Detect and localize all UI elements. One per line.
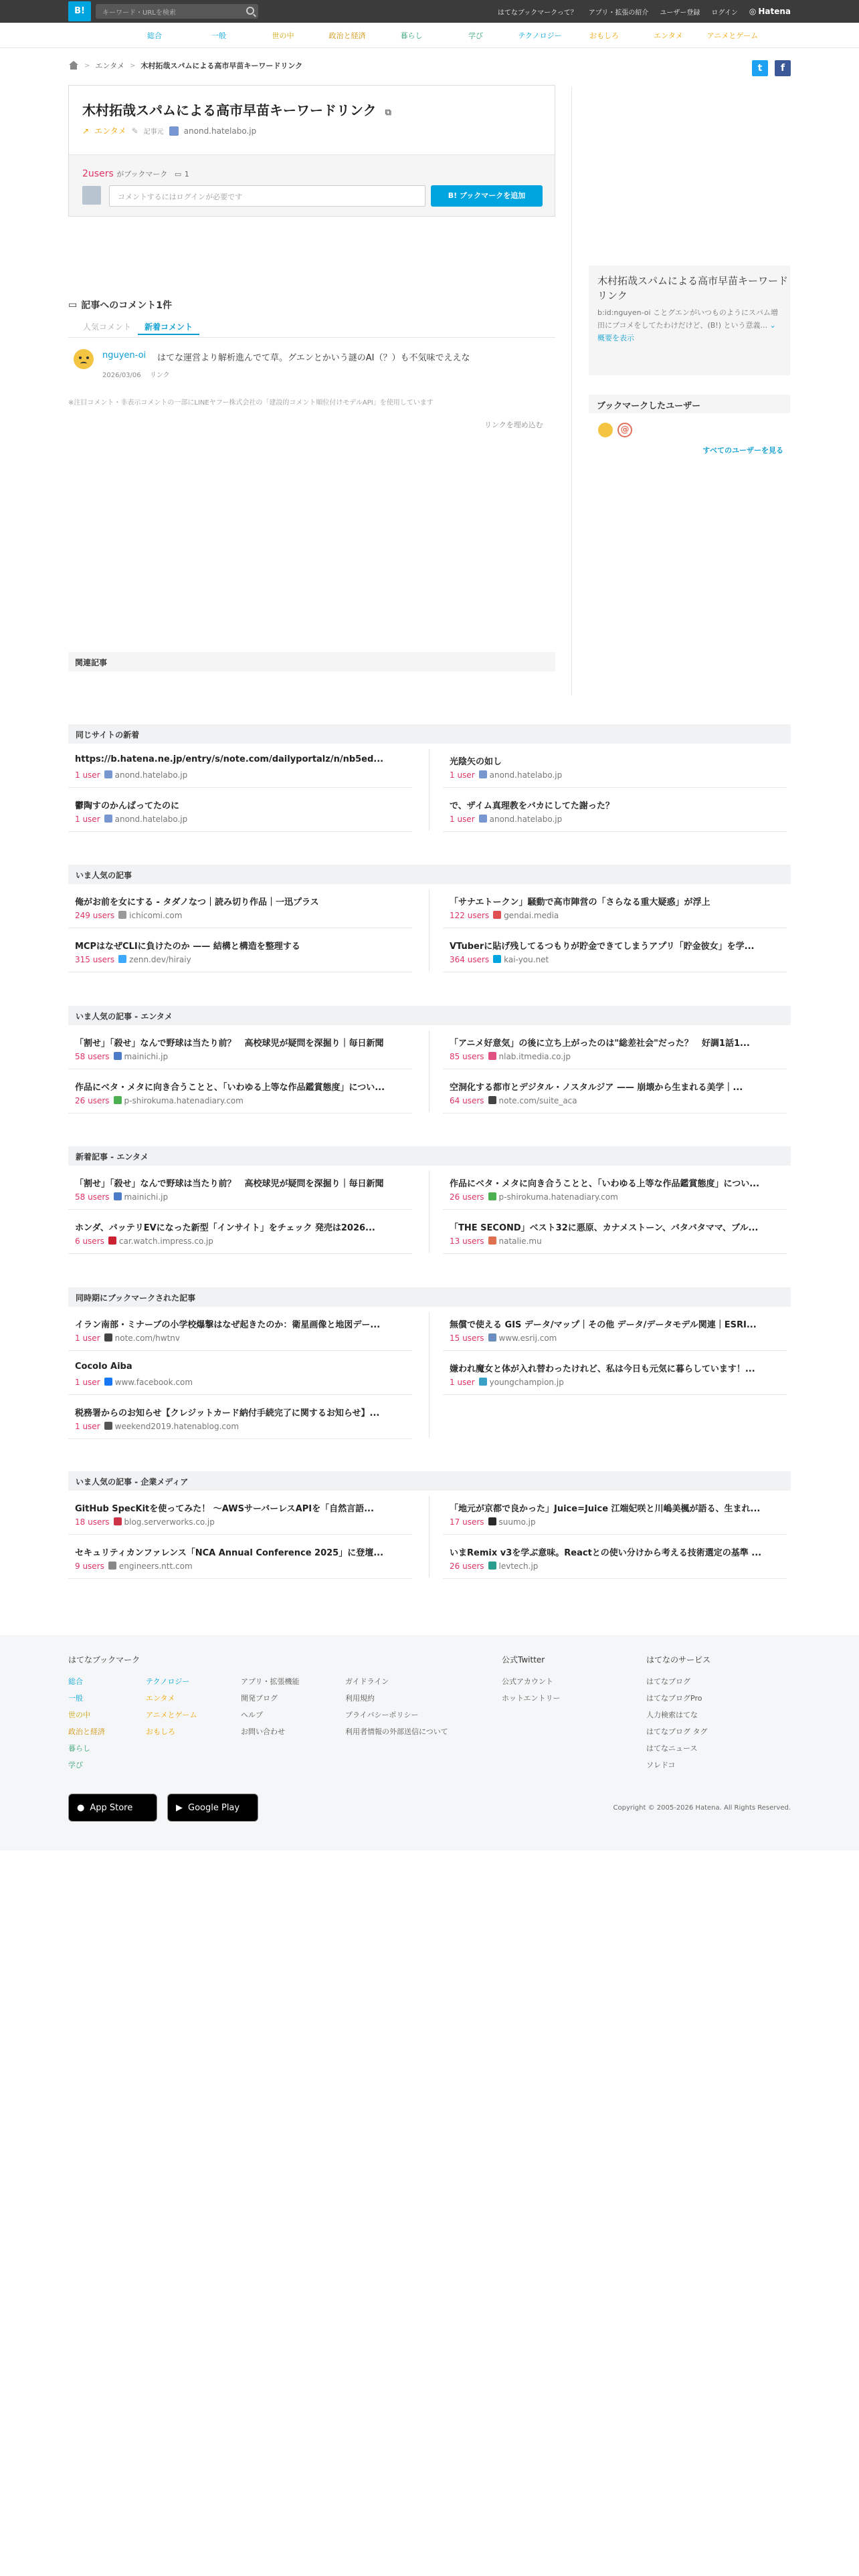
article-domain[interactable]: youngchampion.jp bbox=[489, 1378, 564, 1387]
article-users[interactable]: 64 users bbox=[450, 1096, 484, 1105]
article-item[interactable] bbox=[443, 1351, 787, 1395]
twitter-heading: 公式Twitter bbox=[502, 1655, 545, 1665]
section-heading: いま人気の記事 - エンタメ bbox=[68, 1006, 791, 1025]
article-domain[interactable]: p-shirokuma.hatenadiary.com bbox=[498, 1192, 618, 1202]
article-item[interactable] bbox=[68, 1307, 412, 1351]
article-domain[interactable]: www.esrij.com bbox=[498, 1333, 557, 1343]
site-favicon bbox=[104, 770, 112, 778]
article-users[interactable]: 1 user bbox=[75, 1378, 100, 1387]
footer-link[interactable]: はてなニュース bbox=[646, 1744, 698, 1753]
article-users[interactable]: 9 users bbox=[75, 1562, 104, 1571]
footer-link[interactable]: プライバシーポリシー bbox=[345, 1711, 419, 1719]
article-users[interactable]: 85 users bbox=[450, 1052, 484, 1061]
article-title[interactable]: で、ザイム真理教をバカにしてた謝った？ bbox=[450, 801, 614, 811]
site-favicon bbox=[493, 955, 501, 963]
tab-popular-comments[interactable]: 人気コメント bbox=[83, 322, 132, 332]
bookmark-count bbox=[82, 169, 189, 179]
article-item[interactable] bbox=[68, 744, 412, 788]
footer-link[interactable]: 利用者情報の外部送信について bbox=[345, 1727, 448, 1736]
google-play-label: Google Play bbox=[188, 1802, 240, 1813]
article-meta bbox=[75, 1052, 168, 1061]
article-users[interactable]: 18 users bbox=[75, 1517, 110, 1527]
site-favicon bbox=[488, 1517, 496, 1525]
article-grid bbox=[68, 744, 791, 832]
article-title[interactable]: VTuberに貼げ残してるつもりが貯金できてしまうアプリ「貯金彼女」を学... bbox=[450, 942, 755, 952]
sidebar-entry-title: 木村拓哉スパムによる高市早苗キーワードリンク bbox=[597, 275, 789, 302]
related-articles-heading: 関連記事 bbox=[68, 652, 555, 671]
footer-link[interactable]: 開発ブログ bbox=[241, 1694, 278, 1703]
divider bbox=[68, 337, 555, 338]
article-meta bbox=[75, 815, 187, 824]
article-meta bbox=[75, 1192, 168, 1202]
article-meta bbox=[75, 955, 191, 964]
comment-bubble-icon: ▭ bbox=[68, 300, 78, 310]
footer-link[interactable]: はてなブログ タグ bbox=[646, 1727, 708, 1736]
article-meta bbox=[450, 815, 562, 824]
comment-count: 1 bbox=[184, 170, 189, 179]
article-item[interactable] bbox=[443, 1210, 787, 1254]
article-section bbox=[68, 1287, 791, 1439]
article-domain[interactable]: engineers.ntt.com bbox=[118, 1562, 193, 1571]
edit-icon[interactable]: ✎ bbox=[131, 126, 138, 136]
apple-icon: ● bbox=[77, 1802, 85, 1813]
grid-divider bbox=[429, 889, 430, 971]
site-favicon bbox=[104, 815, 112, 823]
article-domain[interactable]: www.facebook.com bbox=[114, 1378, 193, 1387]
article-meta bbox=[75, 1237, 213, 1246]
article-users[interactable]: 122 users bbox=[450, 911, 490, 920]
services-heading: はてなのサービス bbox=[646, 1655, 711, 1665]
article-domain[interactable]: anond.hatelabo.jp bbox=[489, 770, 563, 780]
entry-category[interactable]: エンタメ bbox=[94, 126, 126, 136]
article-item[interactable] bbox=[68, 788, 412, 832]
footer-link[interactable]: 人力検索はてな bbox=[646, 1711, 698, 1719]
article-section bbox=[68, 865, 791, 972]
external-link-icon[interactable]: ⧉ bbox=[385, 108, 391, 118]
comment-meta bbox=[102, 369, 170, 379]
article-grid bbox=[68, 1491, 791, 1579]
article-meta bbox=[450, 955, 549, 964]
footer-link[interactable]: テクノロジー bbox=[146, 1677, 190, 1686]
facebook-share-icon[interactable]: f bbox=[775, 60, 791, 76]
article-grid bbox=[68, 1307, 791, 1439]
section-heading: 同時期にブックマークされた記事 bbox=[68, 1287, 791, 1307]
article-meta bbox=[75, 1562, 193, 1571]
article-domain[interactable]: ichicomi.com bbox=[129, 911, 183, 920]
article-title[interactable]: 無償で使える GIS データ/マップ｜その他 データ/データモデル関連｜ESRI... bbox=[450, 1320, 757, 1330]
comment-icon: ▭ bbox=[174, 170, 182, 179]
site-favicon bbox=[169, 126, 179, 136]
hatena-brand-label: Hatena bbox=[758, 7, 791, 16]
article-meta bbox=[75, 1422, 239, 1431]
site-favicon bbox=[488, 1562, 496, 1570]
article-item[interactable] bbox=[68, 1491, 412, 1535]
comment-date[interactable]: 2026/03/06 bbox=[102, 372, 141, 379]
article-domain[interactable]: zenn.dev/hiraiy bbox=[129, 955, 191, 964]
article-item[interactable] bbox=[68, 1210, 412, 1254]
site-favicon bbox=[114, 1052, 122, 1060]
register-link[interactable]: ユーザー登録 bbox=[660, 9, 700, 17]
article-meta bbox=[450, 1096, 577, 1105]
site-favicon bbox=[104, 1333, 112, 1341]
site-favicon bbox=[104, 1378, 112, 1386]
grid-divider bbox=[429, 1312, 430, 1438]
entry-meta bbox=[82, 125, 256, 136]
article-title[interactable]: 空洞化する都市とデジタル・ノスタルジア —— 崩壊から生まれる美学｜... bbox=[450, 1083, 743, 1093]
article-item[interactable] bbox=[443, 1166, 787, 1210]
bookmarked-users-box bbox=[589, 395, 790, 455]
section-heading: 新着記事 - エンタメ bbox=[68, 1146, 791, 1166]
article-meta bbox=[75, 1517, 215, 1527]
nav-item[interactable]: 一般 bbox=[211, 31, 226, 40]
article-users[interactable]: 17 users bbox=[450, 1517, 484, 1527]
category-icon: ↗ bbox=[82, 126, 90, 136]
nav-item[interactable]: 政治と経済 bbox=[328, 31, 366, 40]
article-title[interactable]: 「割せ」「殺せ」なんで野球は当たり前？ 高校球児が疑問を深掘り｜毎日新聞 bbox=[75, 1179, 384, 1189]
nav-item[interactable]: 暮らし bbox=[400, 31, 423, 40]
sidebar-entry-desc-text: b:id:nguyen-oi ことグエンがいつものようにスパム増田にブコメをしてたわけだけど、(B!) という意義... bbox=[597, 308, 778, 330]
article-meta bbox=[75, 911, 182, 920]
article-domain[interactable]: weekend2019.hatenablog.com bbox=[114, 1422, 240, 1431]
footer-link[interactable]: 暮らし bbox=[68, 1744, 90, 1753]
article-title[interactable]: 鬱陶すのかんばってたのに bbox=[75, 801, 180, 811]
article-domain[interactable]: nlab.itmedia.co.jp bbox=[498, 1052, 571, 1061]
site-favicon bbox=[488, 1333, 496, 1341]
site-favicon bbox=[479, 815, 487, 823]
article-meta bbox=[450, 1517, 536, 1527]
section-heading: 同じサイトの新着 bbox=[68, 724, 791, 744]
article-domain[interactable]: natalie.mu bbox=[498, 1237, 542, 1246]
comment-tabs bbox=[76, 319, 199, 335]
article-users[interactable]: 13 users bbox=[450, 1237, 484, 1246]
article-domain[interactable]: blog.serverworks.co.jp bbox=[124, 1517, 215, 1527]
footer-link[interactable]: 世の中 bbox=[68, 1711, 90, 1719]
article-meta bbox=[450, 1378, 564, 1387]
article-grid bbox=[68, 1166, 791, 1254]
article-meta bbox=[450, 1237, 542, 1246]
article-title[interactable]: https://b.hatena.ne.jp/entry/s/note.com/dailyportalz/n/nb5ed... bbox=[75, 754, 384, 764]
bookmarked-users-heading: ブックマークしたユーザー bbox=[589, 395, 790, 413]
article-users[interactable]: 315 users bbox=[75, 955, 115, 964]
source-label: 記事元 bbox=[143, 128, 164, 136]
article-title[interactable]: 嫌われ魔女と体が入れ替わったけれど、私は今日も元気に暮らしています！... bbox=[450, 1364, 755, 1374]
article-section bbox=[68, 1471, 791, 1579]
hatena-icon: ◎ bbox=[749, 7, 757, 16]
article-title[interactable]: セキュリティカンファレンス「NCA Annual Conference 2025」に登壇... bbox=[75, 1548, 384, 1558]
nav-item[interactable]: アニメとゲーム bbox=[706, 31, 759, 40]
footer-link[interactable]: お問い合わせ bbox=[241, 1727, 285, 1736]
footer-link[interactable]: おもしろ bbox=[146, 1727, 175, 1736]
grid-divider bbox=[429, 1496, 430, 1578]
article-users[interactable]: 26 users bbox=[75, 1096, 110, 1105]
summary-link[interactable]: 概要を表示 bbox=[597, 334, 634, 342]
article-title[interactable]: Cocolo Aiba bbox=[75, 1362, 132, 1372]
article-domain[interactable]: kai-you.net bbox=[504, 955, 549, 964]
article-users[interactable]: 1 user bbox=[75, 1422, 100, 1431]
footer-link[interactable]: アニメとゲーム bbox=[146, 1711, 197, 1719]
footer-link[interactable]: 政治と経済 bbox=[68, 1727, 105, 1736]
article-users[interactable]: 15 users bbox=[450, 1333, 484, 1343]
home-icon[interactable] bbox=[68, 61, 79, 70]
app-store-label: App Store bbox=[90, 1802, 133, 1813]
comments-heading bbox=[68, 298, 172, 312]
article-users[interactable]: 1 user bbox=[450, 1378, 475, 1387]
article-item[interactable] bbox=[443, 744, 787, 788]
breadcrumb bbox=[68, 60, 302, 71]
site-favicon bbox=[114, 1192, 122, 1200]
site-favicon bbox=[108, 1562, 116, 1570]
article-meta bbox=[450, 1192, 618, 1202]
footer-link[interactable]: アプリ・拡張機能 bbox=[241, 1677, 300, 1686]
play-icon: ▶ bbox=[176, 1802, 183, 1813]
grid-divider bbox=[429, 1171, 430, 1253]
article-title[interactable]: 「アニメ好意気」の後に立ち上がったのは"総差社会"だった？ 好調1話1... bbox=[450, 1039, 750, 1049]
site-favicon bbox=[108, 1237, 116, 1245]
article-users[interactable]: 26 users bbox=[450, 1192, 484, 1202]
nav-item[interactable]: 総合 bbox=[147, 31, 162, 40]
article-domain[interactable]: anond.hatelabo.jp bbox=[489, 815, 563, 824]
hatena-bookmark-logo[interactable]: B! bbox=[68, 1, 91, 21]
about-link[interactable]: はてなブックマークって？ bbox=[497, 9, 577, 17]
nav-item[interactable]: エンタメ bbox=[654, 31, 683, 40]
site-favicon bbox=[114, 1517, 122, 1525]
app-store-button[interactable] bbox=[68, 1794, 157, 1822]
all-users-link[interactable]: すべてのユーザーを見る bbox=[702, 446, 783, 455]
article-users[interactable]: 1 user bbox=[75, 770, 100, 780]
article-domain[interactable]: note.com/hwtnv bbox=[114, 1333, 180, 1343]
article-users[interactable]: 1 user bbox=[75, 1333, 100, 1343]
footer-link[interactable]: ホットエントリー bbox=[502, 1694, 561, 1703]
article-domain[interactable]: gendai.media bbox=[504, 911, 559, 920]
article-domain[interactable]: mainichi.jp bbox=[124, 1052, 169, 1061]
nav-item[interactable]: 世の中 bbox=[272, 31, 294, 40]
twitter-share-icon[interactable]: t bbox=[752, 60, 768, 76]
article-item[interactable] bbox=[443, 884, 787, 928]
article-meta bbox=[75, 1096, 244, 1105]
site-favicon bbox=[493, 911, 501, 919]
entry-title-text[interactable]: 木村拓哉スパムによる高市早苗キーワードリンク bbox=[82, 102, 377, 118]
google-play-button[interactable] bbox=[167, 1794, 258, 1822]
entry-box bbox=[68, 85, 555, 217]
article-users[interactable]: 1 user bbox=[450, 815, 475, 824]
comment-text: はてな運営より解析進んでて草。グエンとかいう謎のAI（？）も不気味でええな bbox=[157, 353, 470, 363]
footer-link[interactable]: 公式アカウント bbox=[502, 1677, 553, 1686]
comment-input[interactable]: コメントするにはログインが必要です bbox=[109, 185, 425, 207]
search-box[interactable] bbox=[96, 4, 258, 19]
user-avatar bbox=[82, 186, 101, 205]
site-favicon bbox=[488, 1237, 496, 1245]
article-section bbox=[68, 1146, 791, 1254]
article-users[interactable]: 1 user bbox=[75, 815, 100, 824]
section-heading: いま人気の記事 bbox=[68, 865, 791, 884]
site-favicon bbox=[114, 1096, 122, 1104]
site-favicon bbox=[488, 1192, 496, 1200]
article-domain[interactable]: car.watch.impress.co.jp bbox=[118, 1237, 213, 1246]
comment-link[interactable]: リンク bbox=[149, 372, 170, 379]
user-at-icon[interactable]: @ bbox=[617, 423, 632, 437]
article-domain[interactable]: anond.hatelabo.jp bbox=[114, 815, 188, 824]
article-users[interactable]: 6 users bbox=[75, 1237, 104, 1246]
add-bookmark-button[interactable]: B! ブックマークを追加 bbox=[431, 185, 543, 207]
site-favicon bbox=[488, 1052, 496, 1060]
article-meta bbox=[75, 1333, 180, 1343]
footer-heading: はてなブックマーク bbox=[68, 1655, 140, 1665]
hatena-brand[interactable] bbox=[749, 7, 791, 16]
article-users[interactable]: 58 users bbox=[75, 1052, 110, 1061]
breadcrumb-title: 木村拓哉スパムによる高市早苗キーワードリンク bbox=[140, 62, 303, 70]
article-section bbox=[68, 1006, 791, 1113]
article-users[interactable]: 1 user bbox=[450, 770, 475, 780]
article-users[interactable]: 58 users bbox=[75, 1192, 110, 1202]
article-meta bbox=[75, 1378, 193, 1387]
article-title[interactable]: 俺がお前を女にする - タダノなつ｜読み切り作品｜一迅プラス bbox=[75, 897, 319, 907]
footer-link[interactable]: ソレドコ bbox=[646, 1761, 676, 1769]
article-item[interactable] bbox=[443, 928, 787, 972]
apps-link[interactable]: アプリ・拡張の紹介 bbox=[588, 9, 649, 17]
nav-item[interactable]: テクノロジー bbox=[518, 31, 562, 40]
comment-user[interactable]: nguyen-oi bbox=[102, 350, 147, 360]
chevron-down-icon[interactable]: ⌄ bbox=[769, 321, 776, 330]
top-links bbox=[498, 0, 791, 23]
site-favicon bbox=[479, 1378, 487, 1386]
top-bar bbox=[0, 0, 859, 23]
article-title[interactable]: ホンダ、バッテリEVになった新型「インサイト」をチェック 発売は2026... bbox=[75, 1223, 375, 1233]
site-favicon bbox=[118, 911, 126, 919]
bookmark-area bbox=[69, 154, 555, 216]
article-item[interactable] bbox=[443, 1535, 787, 1579]
article-item[interactable] bbox=[443, 788, 787, 832]
grid-divider bbox=[429, 749, 430, 831]
article-title[interactable]: 税務署からのお知らせ【クレジットカード納付手続完了に関するお知らせ】... bbox=[75, 1408, 380, 1418]
breadcrumb-category[interactable]: エンタメ bbox=[95, 62, 124, 70]
article-domain[interactable]: mainichi.jp bbox=[124, 1192, 169, 1202]
tab-new-comments[interactable]: 新着コメント bbox=[138, 319, 199, 335]
article-users[interactable]: 364 users bbox=[450, 955, 490, 964]
article-item[interactable] bbox=[68, 1025, 412, 1069]
article-title[interactable]: 「サナエトークン」騒動で高市陣営の「さらなる重大疑惑」が浮上 bbox=[450, 897, 710, 907]
article-meta bbox=[450, 1333, 557, 1343]
footer-link[interactable]: はてなブログ bbox=[646, 1677, 690, 1686]
entry-title[interactable] bbox=[82, 100, 391, 119]
nav-item[interactable]: おもしろ bbox=[589, 31, 619, 40]
ai-disclaimer: ※注目コメント・非表示コメントの一部にLINEヤフー株式会社の「建設的コメント順位付けモデルAPI」を使用しています bbox=[68, 399, 434, 407]
user-face-icon[interactable] bbox=[598, 423, 613, 437]
article-item[interactable] bbox=[68, 884, 412, 928]
grid-divider bbox=[429, 1031, 430, 1112]
article-item[interactable] bbox=[68, 1535, 412, 1579]
article-item[interactable] bbox=[68, 1395, 412, 1439]
site-favicon bbox=[479, 770, 487, 778]
article-item[interactable] bbox=[68, 928, 412, 972]
article-title[interactable]: MCPはなぜCLIに負けたのか —— 結構と構造を整理する bbox=[75, 942, 300, 952]
article-item[interactable] bbox=[68, 1166, 412, 1210]
article-title[interactable]: 光陰矢の如し bbox=[450, 757, 502, 767]
footer-link[interactable]: 利用規約 bbox=[345, 1694, 375, 1703]
chevron-right-icon: > bbox=[84, 62, 90, 70]
article-title[interactable]: 「割せ」「殺せ」なんで野球は当たり前？ 高校球児が疑問を深掘り｜毎日新聞 bbox=[75, 1039, 384, 1049]
copyright: Copyright © 2005-2026 Hatena. All Rights Reserved. bbox=[613, 1804, 791, 1812]
footer-link[interactable]: エンタメ bbox=[146, 1694, 175, 1703]
article-grid bbox=[68, 884, 791, 972]
article-item[interactable] bbox=[68, 1351, 412, 1395]
article-users[interactable]: 249 users bbox=[75, 911, 115, 920]
article-item[interactable] bbox=[443, 1025, 787, 1069]
column-divider bbox=[571, 87, 572, 695]
footer-link[interactable]: 総合 bbox=[68, 1677, 83, 1686]
comments-heading-text: 記事へのコメント1件 bbox=[81, 300, 172, 311]
footer-link[interactable]: 学び bbox=[68, 1761, 83, 1769]
section-heading: いま人気の記事 - 企業メディア bbox=[68, 1471, 791, 1491]
article-title[interactable]: 作品にベタ・メタに向き合うことと、「いわゆる上等な作品鑑賞態度」につい... bbox=[450, 1179, 760, 1189]
users-count[interactable]: 2users bbox=[82, 169, 114, 179]
article-domain[interactable]: levtech.jp bbox=[498, 1562, 539, 1571]
site-favicon bbox=[104, 1422, 112, 1430]
article-section bbox=[68, 724, 791, 832]
user-face-icon[interactable] bbox=[74, 349, 94, 369]
sidebar-entry-summary bbox=[589, 265, 790, 375]
article-title[interactable]: イラン南部・ミナーブの小学校爆撃はなぜ起きたのか：衛星画像と地図デー... bbox=[75, 1320, 381, 1330]
footer-link[interactable]: はてなブログPro bbox=[646, 1694, 702, 1703]
article-title[interactable]: GitHub SpecKitを使ってみた！ ～AWSサーバーレスAPIを「自然言語... bbox=[75, 1504, 374, 1514]
bookmark-label: がブックマーク bbox=[116, 170, 168, 179]
article-item[interactable] bbox=[443, 1491, 787, 1535]
article-meta bbox=[450, 770, 562, 780]
article-title[interactable]: 作品にベタ・メタに向き合うことと、「いわゆる上等な作品鑑賞態度」につい... bbox=[75, 1083, 385, 1093]
article-meta bbox=[450, 1052, 571, 1061]
site-favicon bbox=[118, 955, 126, 963]
article-title[interactable]: 「地元が京都で良かった」Juice=Juice 江端妃咲と川嶋美楓が語る、生まれ... bbox=[450, 1504, 761, 1514]
search-icon[interactable] bbox=[246, 7, 254, 15]
article-title[interactable]: 「THE SECOND」ベスト32に悪原、カナメストーン、バタバタママ、ブル... bbox=[450, 1223, 759, 1233]
article-item[interactable] bbox=[443, 1307, 787, 1351]
login-link[interactable]: ログイン bbox=[711, 9, 738, 17]
article-domain[interactable]: note.com/suite_aca bbox=[498, 1096, 577, 1105]
article-meta bbox=[450, 1562, 538, 1571]
nav-item[interactable]: 学び bbox=[468, 31, 483, 40]
article-title[interactable]: いまRemix v3を学ぶ意味。Reactとの使い分けから考える技術選定の基準 ... bbox=[450, 1548, 762, 1558]
article-users[interactable]: 26 users bbox=[450, 1562, 484, 1571]
article-meta bbox=[75, 770, 187, 780]
entry-domain[interactable]: anond.hatelabo.jp bbox=[183, 126, 257, 136]
article-grid bbox=[68, 1025, 791, 1113]
embed-link[interactable]: リンクを埋め込む bbox=[484, 421, 543, 429]
category-nav bbox=[0, 23, 859, 48]
sidebar-entry-description bbox=[597, 306, 783, 344]
footer-link[interactable]: 一般 bbox=[68, 1694, 83, 1703]
footer-link[interactable]: ヘルプ bbox=[241, 1711, 263, 1719]
article-domain[interactable]: p-shirokuma.hatenadiary.com bbox=[124, 1096, 244, 1105]
article-domain[interactable]: suumo.jp bbox=[498, 1517, 536, 1527]
article-domain[interactable]: anond.hatelabo.jp bbox=[114, 770, 188, 780]
article-item[interactable] bbox=[68, 1069, 412, 1113]
footer-link[interactable]: ガイドライン bbox=[345, 1677, 389, 1686]
article-meta bbox=[450, 911, 559, 920]
article-item[interactable] bbox=[443, 1069, 787, 1113]
chevron-right-icon: > bbox=[129, 62, 136, 70]
site-favicon bbox=[488, 1096, 496, 1104]
search-placeholder: キーワード・URLを検索 bbox=[102, 9, 176, 17]
